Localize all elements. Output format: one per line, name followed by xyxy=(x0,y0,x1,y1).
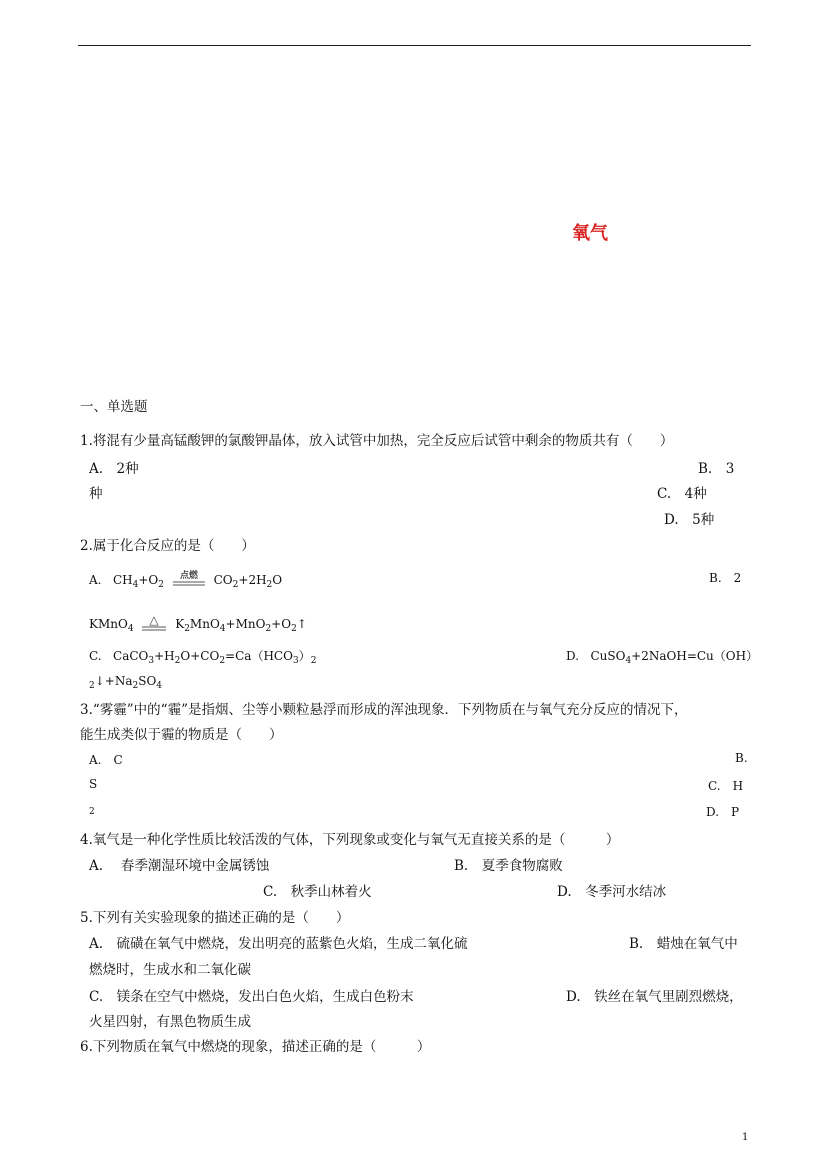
q2-stem: 2.属于化合反应的是（ ） xyxy=(80,538,255,554)
q2-a-formula-right: $CO_2+2H_2O$ xyxy=(213,573,283,590)
q5-stem: 5.下列有关实验现象的描述正确的是（ ） xyxy=(80,910,350,926)
section-heading: 一、单选题 xyxy=(80,399,148,415)
header-rule xyxy=(78,45,751,46)
q6-stem: 6.下列物质在氧气中燃烧的现象，描述正确的是（ ） xyxy=(80,1039,431,1055)
q2-option-a xyxy=(89,569,282,592)
q3-option-c-cont: 2 xyxy=(89,807,95,817)
q3-stem-line2: 能生成类似于霾的物质是（ ） xyxy=(80,727,283,743)
q1-option-c: C. 4种 xyxy=(657,486,707,502)
q3-stem-line1: 3.“雾霾”中的“霾”是指烟、尘等小颗粒悬浮而形成的浑浊现象．下列物质在与氧气充分反应的情况下， xyxy=(80,702,688,718)
condition-ignite-label: 点燃 xyxy=(179,571,198,581)
q2-option-d: D. CuSO$_4$+2NaOH=Cu（OH） xyxy=(566,649,759,666)
q4-option-a: A. 春季潮湿环境中金属锈蚀 xyxy=(89,858,270,874)
q1-option-b: B. 3 xyxy=(698,461,735,477)
reaction-arrow-icon xyxy=(172,569,206,592)
q5-option-c: C. 镁条在空气中燃烧，发出白色火焰，生成白色粉末 xyxy=(89,989,414,1005)
q2-option-b: B. 2 xyxy=(709,571,742,585)
q1-option-d: D. 5种 xyxy=(664,512,715,528)
q4-option-c: C. 秋季山林着火 xyxy=(263,884,372,900)
q3-option-c: C. H xyxy=(708,779,744,793)
q4-option-d: D. 冬季河水结冰 xyxy=(557,884,667,900)
q1-option-a: A. 2种 xyxy=(89,461,139,477)
page-title: 氧气 xyxy=(572,223,608,244)
q3-option-a: A. C xyxy=(89,753,123,767)
q2-option-d-cont: $_2↓+Na_2SO_4$ xyxy=(89,674,163,691)
page-number: 1 xyxy=(742,1132,749,1143)
q5-option-b-cont: 燃烧时，生成水和二氧化碳 xyxy=(89,962,251,978)
q3-option-b: B. xyxy=(735,751,748,765)
q5-option-d-cont: 火星四射，有黑色物质生成 xyxy=(89,1014,251,1030)
q2-a-formula-left: $CH_4+O_2$ xyxy=(112,573,164,590)
q3-option-b-cont: S xyxy=(89,777,98,791)
q4-stem: 4.氧气是一种化学性质比较活泼的气体，下列现象或变化与氧气无直接关系的是（ ） xyxy=(80,832,620,848)
q5-option-d: D. 铁丝在氧气里剧烈燃烧， xyxy=(566,989,743,1005)
condition-heat-label: △ xyxy=(149,613,160,627)
q1-stem: 1.将混有少量高锰酸钾的氯酸钾晶体，放入试管中加热，完全反应后试管中剩余的物质共有（ ） xyxy=(80,433,674,449)
reaction-arrow-icon xyxy=(141,613,167,636)
q5-option-b: B. 蜡烛在氧气中 xyxy=(629,936,738,952)
q2-option-b-cont: KMnO$_4$ △ $K_2MnO_4+MnO_2+O_2↑$ xyxy=(89,613,307,634)
q4-option-b: B. 夏季食物腐败 xyxy=(454,858,563,874)
q2-a-label: A. xyxy=(89,573,102,587)
q5-option-a: A. 硫磺在氧气中燃烧，发出明亮的蓝紫色火焰，生成二氧化硫 xyxy=(89,936,468,952)
q2-option-c: C. $CaCO_3+H_2O+CO_2=Ca(HCO_3)_2$ xyxy=(89,649,317,666)
q3-option-d: D. P xyxy=(706,805,740,819)
q1-option-b-cont: 种 xyxy=(89,486,103,502)
gas-up-arrow-icon: ↑ xyxy=(296,617,307,631)
